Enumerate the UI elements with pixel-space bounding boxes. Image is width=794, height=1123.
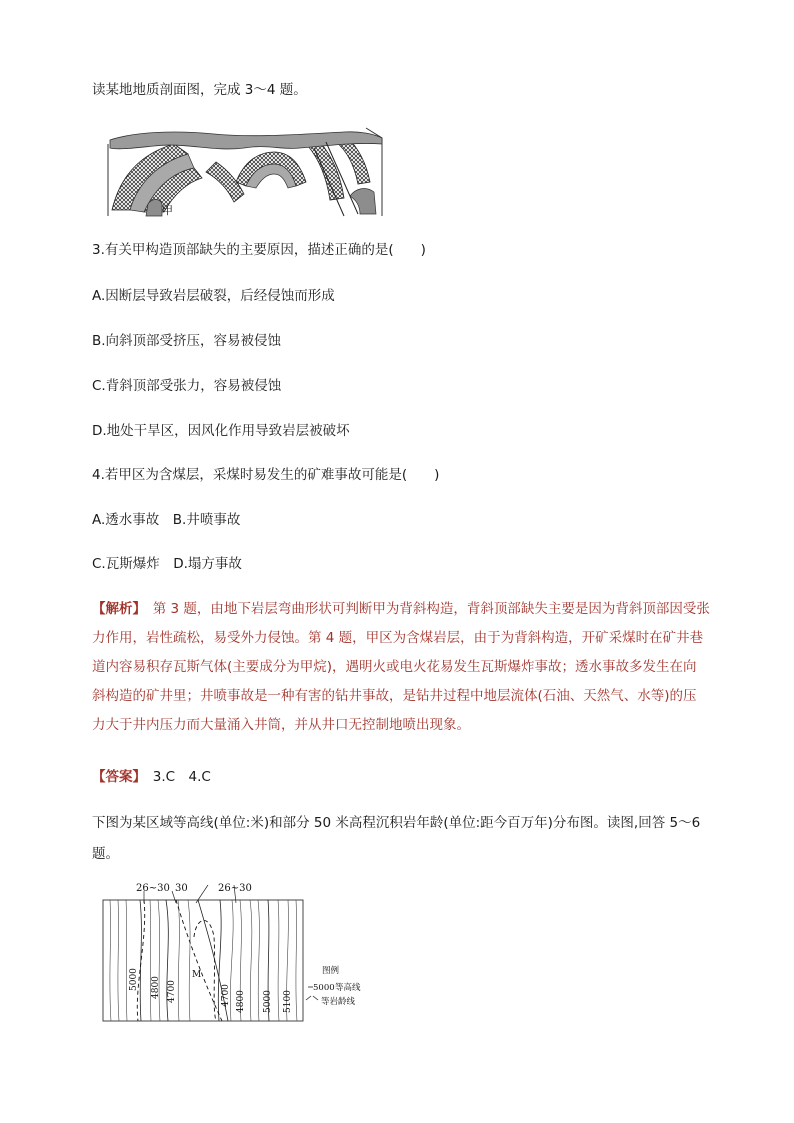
intro-text-1: 读某地地质剖面图，完成 3～4 题。 bbox=[92, 82, 307, 98]
age-label-left: 26~30 bbox=[136, 883, 170, 894]
question-4-stem: 4.若甲区为含煤层，采煤时易发生的矿难事故可能是( ) bbox=[92, 467, 440, 483]
contour-label-4800-right: 4800 bbox=[236, 990, 246, 1013]
contour-label-4800-left: 4800 bbox=[151, 976, 161, 999]
contour-label-5000-left: 5000 bbox=[129, 968, 139, 991]
label-jia: 甲 bbox=[162, 204, 173, 217]
gray-layer bbox=[350, 189, 376, 214]
contour-label-4700-right: 4700 bbox=[221, 984, 231, 1007]
contour-map-figure bbox=[100, 877, 390, 1027]
legend-contour-text: 等高线 bbox=[335, 983, 361, 993]
age-label-right: 26~30 bbox=[218, 883, 252, 894]
legend-contour-value: 5000 bbox=[313, 983, 335, 993]
age-label-middle: 30 bbox=[175, 883, 188, 894]
contour-label-5000-right: 5000 bbox=[263, 990, 273, 1013]
question-3-option-b: B.向斜顶部受挤压，容易被侵蚀 bbox=[92, 333, 282, 349]
analysis-block bbox=[92, 595, 710, 740]
contour-label-4700-left: 4700 bbox=[167, 980, 177, 1003]
legend-title: 图例 bbox=[322, 966, 340, 976]
analysis-tag: 【解析】 bbox=[92, 601, 140, 617]
answer-tag: 【答案】 bbox=[92, 769, 140, 785]
point-m-label: M bbox=[192, 970, 202, 980]
question-3-option-c: C.背斜顶部受张力，容易被侵蚀 bbox=[92, 378, 282, 394]
answer-text: 3.C 4.C bbox=[139, 769, 211, 785]
question-3-stem: 3.有关甲构造顶部缺失的主要原因，描述正确的是( ) bbox=[92, 242, 426, 258]
intro-text-2: 下图为某区域等高线(单位:米)和部分 50 米高程沉积岩年龄(单位:距今百万年)分布图。读图,回答 5～6 题。 bbox=[92, 815, 701, 862]
answer-block bbox=[92, 767, 211, 787]
legend-age-mark bbox=[306, 996, 318, 1000]
analysis-text: 第 3 题，由地下岩层弯曲形状可判断甲为背斜构造，背斜顶部缺失主要是因为背斜顶部因受张力作用，岩性疏松，易受外力侵蚀。第 4 题，甲区为含煤岩层，由于为背斜构造，开矿采煤时在矿井巷道内容易积存瓦斯气体(主要成分为甲烷)，遇明火或电火花易发生瓦斯爆炸事故；透水事故多发生在向斜构造的矿井里；井喷事故是一种有害的钻井事故，是钻井过程中地层流体(石油、天然气、水等)的压力大于井内压力而大量涌入井筒，并从井口无控制地喷出现象。 bbox=[92, 601, 710, 733]
question-4-options-ab: A.透水事故 B.井喷事故 bbox=[92, 512, 241, 528]
legend-age-text: 等岩龄线 bbox=[321, 997, 356, 1007]
question-4-options-cd: C.瓦斯爆炸 D.塌方事故 bbox=[92, 556, 242, 572]
contour-label-5100: 5100 bbox=[283, 990, 293, 1013]
geologic-section-figure bbox=[104, 124, 386, 218]
question-3-option-a: A.因断层导致岩层破裂，后经侵蚀而形成 bbox=[92, 288, 335, 304]
question-3-option-d: D.地处干旱区，因风化作用导致岩层被破坏 bbox=[92, 423, 350, 439]
